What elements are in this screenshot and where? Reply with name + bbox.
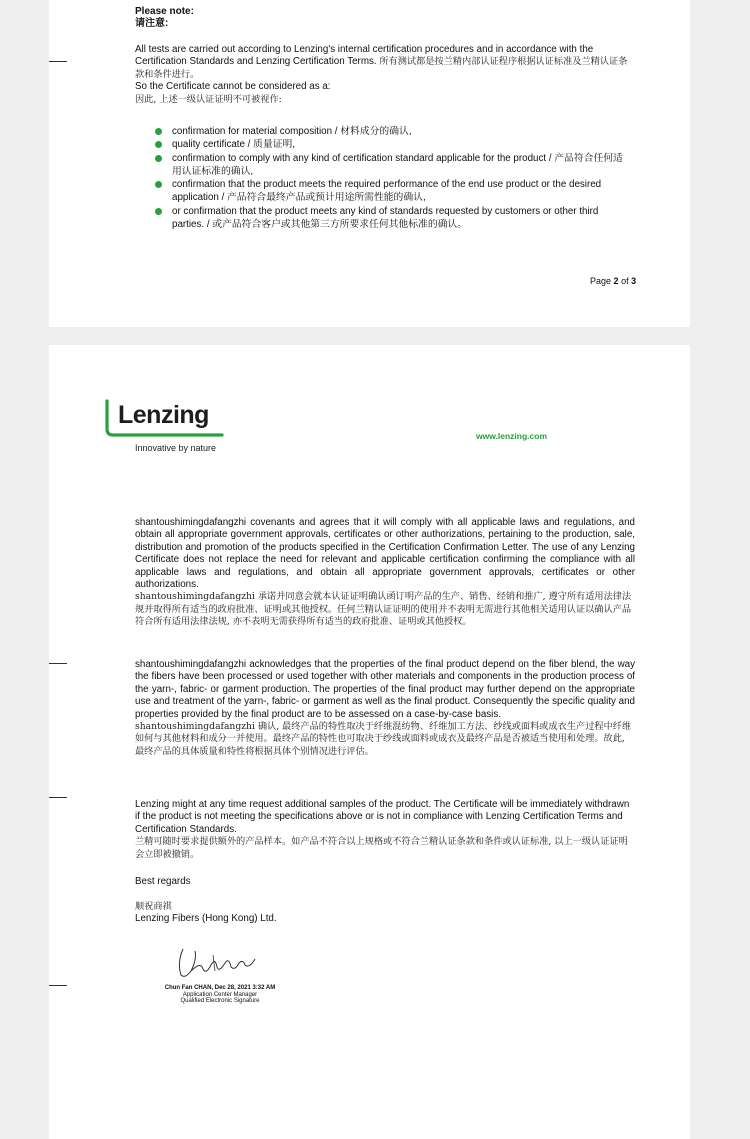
signature-caption	[153, 985, 287, 1005]
website-link[interactable]: www.lenzing.com	[476, 431, 547, 441]
bullet-dot-icon	[155, 208, 162, 215]
properties-text-en: shantoushimingdafangzhi acknowledges that the properties of the final product depend on the fiber blend, the way the fibers have been processed or used together with other materials and components in the production process of the yarn-, fabric- or garment production. The properties of the final product may further depend on the appropriate use and treatment of the yarn-, fabric- or garment as well as the final product. Consequently the specific quality and properties provided by the final product are to be assessed on a case-by-case basis.	[135, 659, 635, 720]
list-item: quality certificate / 质量证明,	[156, 138, 631, 151]
list-item: confirmation for material composition / 材料成分的确认,	[156, 125, 631, 138]
signer-title: Application Center Manager	[182, 991, 258, 998]
page-number: Page 2 of 3	[590, 276, 637, 286]
margin-mark	[49, 663, 67, 664]
compliance-text-en: shantoushimingdafangzhi covenants and agrees that it will comply with all applicable laws and regulations, and obtain all appropriate government approvals, certificates or other authorizations, pertaining to the production, sale, distribution and promotion of the products specified in the Certification Confirmation Letter. The use of any Lenzing Certificate does not replace the need for relevant and applicable certification confirming the compliance with all applicable laws and regulations, and obtain all appropriate government approvals, certificates or other authorizations.	[135, 517, 635, 591]
note-title-en: Please note:	[135, 6, 194, 17]
bullet-dot-icon	[155, 181, 162, 188]
properties-paragraph	[135, 659, 635, 758]
tagline: Innovative by nature	[135, 443, 217, 453]
signer-name: Chun Fan CHAN, Dec 28, 2021 3:32 AM	[164, 985, 276, 991]
margin-mark	[49, 797, 67, 798]
withdrawal-text-en: Lenzing might at any time request additional samples of the product. The Certificate will be immediately withdrawn if the product is not meeting the specifications above or is not in compliance with Lenzing Certification Terms and Certification Standards.	[135, 799, 630, 835]
margin-mark	[49, 61, 67, 62]
properties-text-zh: shantoushimingdafangzhi 确认, 最终产品的特性取决于纤维混纺物、纤维加工方法、纱线或面料或成衣生产过程中纤维如何与其他材料和成分一并使用。最终产品的特性也可取决于纱线或面料或成衣及最终产品是否被适当使用和处理。故此, 最终产品的具体质量和特性将根据具体个别情况进行评估。	[135, 721, 632, 757]
company-name: Lenzing Fibers (Hong Kong) Ltd.	[135, 913, 277, 925]
bullet-dot-icon	[155, 128, 162, 135]
signature-block	[135, 901, 635, 926]
closing-en: Best regards	[135, 876, 191, 887]
list-item: confirmation that the product meets the required performance of the end use product or the desired application / 产品符合最终产品或预计用途所需性能的确认,	[156, 178, 631, 205]
compliance-paragraph	[135, 517, 635, 629]
note-title	[135, 6, 194, 31]
signature-type: Qualified Electronic Signature	[180, 998, 260, 1005]
intro-text-en: All tests are carried out according to Lenzing's internal certification procedures and in accordance with the Certification Standards and Lenzing Certification Terms.	[135, 44, 594, 68]
margin-mark	[49, 985, 67, 986]
certification-notice	[135, 44, 635, 106]
compliance-text-zh: shantoushimingdafangzhi 承诺并同意会就本认证证明确认函订明产品的生产、销售、经销和推广, 遵守所有适用法律法规并取得所有适当的政府批准、证明或其他授权。任何兰精认证证明的使用并不表明无需进行其他相关适用认证以确认产品符合所有适用法律法规, 亦不表明无需获得所有适当的政府批准、证明或其他授权。	[135, 591, 632, 628]
disclaimer-list	[156, 125, 631, 231]
lenzing-logo	[104, 399, 224, 439]
document-page-3	[49, 345, 690, 1139]
bullet-dot-icon	[155, 155, 162, 162]
so-text-en: So the Certificate cannot be considered as a:	[135, 81, 331, 93]
bullet-dot-icon	[155, 141, 162, 148]
logo-wordmark: Lenzing	[118, 401, 209, 429]
list-item: or confirmation that the product meets any kind of standards requested by customers or other third parties. / 或产品符合客户或其他第三方所要求任何其他标准的确认。	[156, 205, 631, 232]
so-text-zh: 因此, 上述一级认证证明不可被视作:	[135, 93, 282, 105]
withdrawal-text-zh: 兰精可随时要求提供额外的产品样本。如产品不符合以上规格或不符合兰精认证条款和条件或认证标准, 以上一级认证证明会立即被撤销。	[135, 836, 628, 860]
list-item: confirmation to comply with any kind of certification standard applicable for the product / 产品符合任何适用认证标准的确认,	[156, 152, 631, 179]
document-page-2	[49, 0, 690, 327]
intro-text-zh: 所有测试都是按兰精内部认证程序根据认证标准及兰精认证条款和条件进行。	[135, 56, 628, 80]
closing-zh: 顺祝商祺	[135, 901, 172, 912]
closing	[135, 876, 635, 888]
withdrawal-paragraph	[135, 799, 635, 861]
note-title-zh: 请注意:	[135, 18, 169, 30]
handwritten-signature-icon	[173, 941, 263, 981]
